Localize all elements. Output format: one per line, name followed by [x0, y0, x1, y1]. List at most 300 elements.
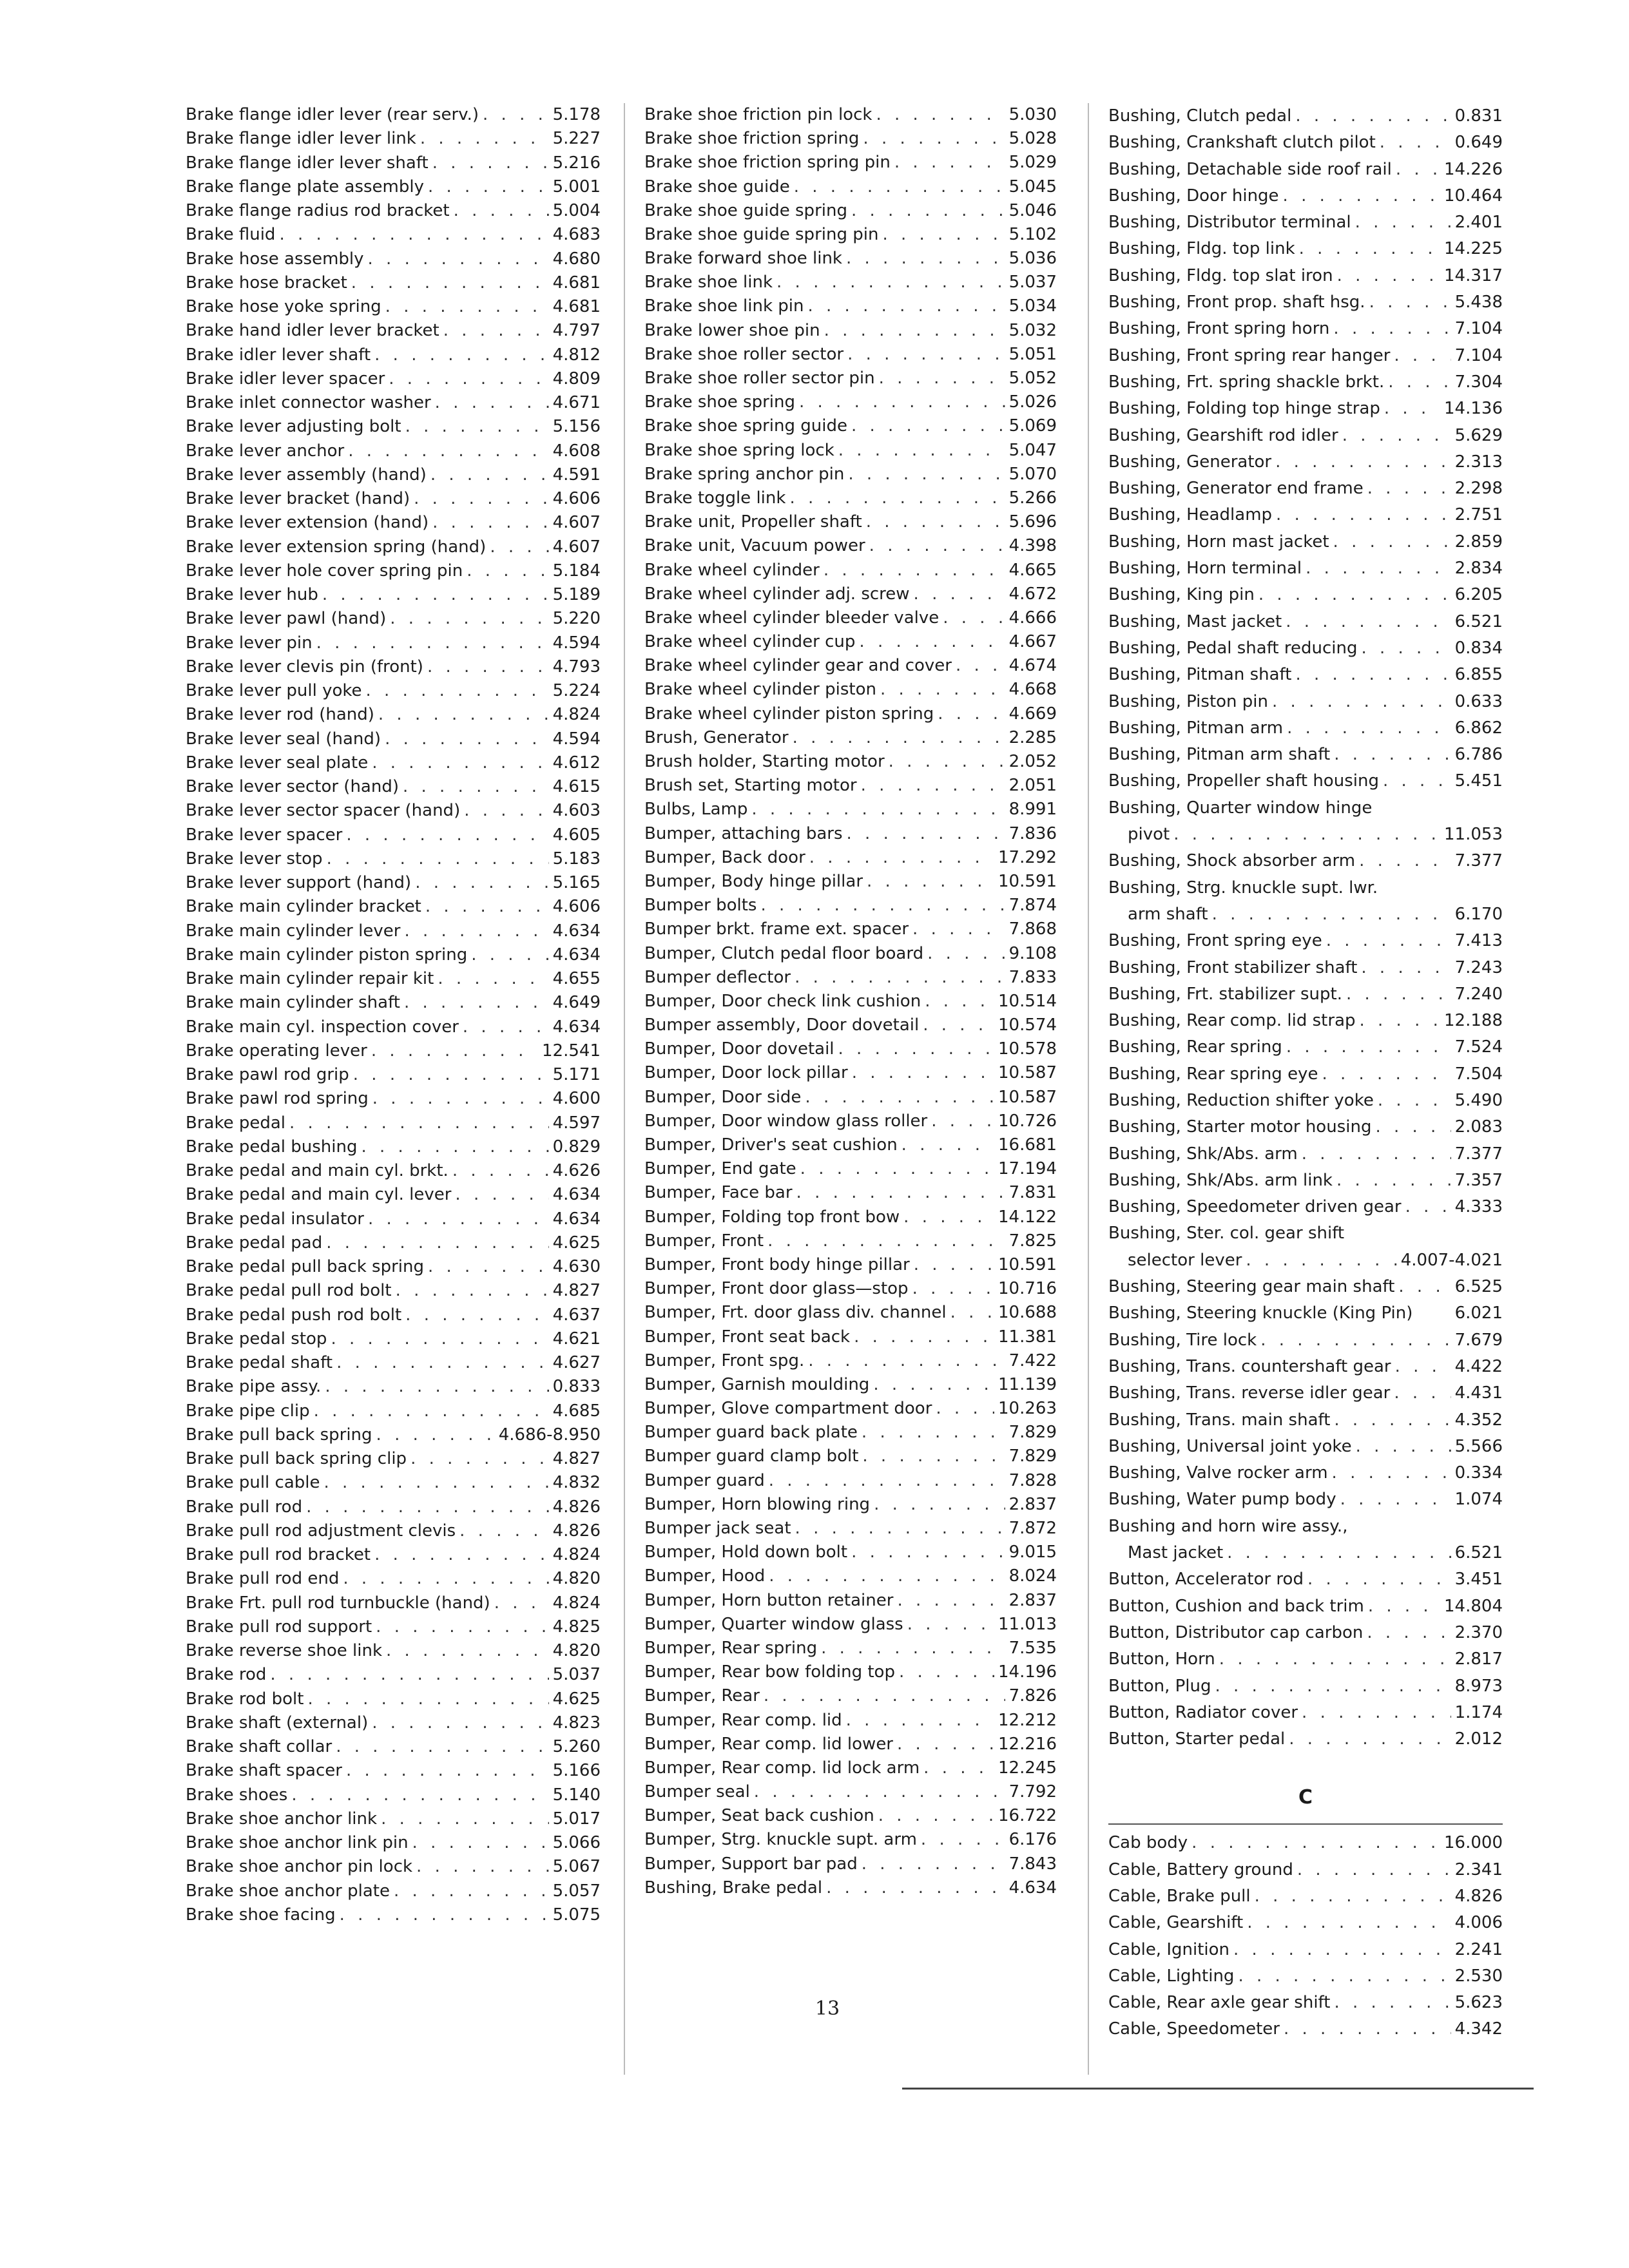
leader-dots — [882, 223, 1005, 247]
leader-dots — [1238, 1963, 1451, 1990]
index-entry — [186, 247, 601, 271]
leader-dots — [396, 1279, 549, 1303]
leader-dots — [1356, 1434, 1451, 1460]
leader-dots — [1394, 1380, 1451, 1407]
leader-dots — [1272, 689, 1451, 715]
index-entry — [644, 1852, 1057, 1876]
entry-part-number: 11.013 — [998, 1614, 1057, 1634]
entry-part-number: 4.006 — [1454, 1913, 1503, 1933]
leader-dots — [903, 1206, 994, 1229]
leader-dots — [873, 1373, 994, 1397]
index-entry — [1108, 289, 1503, 316]
index-entry — [186, 1879, 601, 1903]
entry-part-number: 4.342 — [1454, 2019, 1503, 2039]
index-entry — [1108, 795, 1503, 822]
index-entry — [186, 1783, 601, 1807]
index-entry — [644, 1037, 1057, 1061]
entry-part-number: 5.034 — [1008, 296, 1057, 316]
entry-name: pivot — [1128, 825, 1170, 845]
leader-dots — [1368, 1593, 1440, 1620]
entry-part-number: 5.032 — [1008, 320, 1057, 340]
index-entry — [644, 1469, 1057, 1493]
leader-dots — [483, 103, 549, 127]
index-entry — [644, 1157, 1057, 1181]
index-entry — [644, 1110, 1057, 1133]
index-entry — [644, 1349, 1057, 1373]
entry-part-number: 4.626 — [552, 1161, 601, 1180]
entry-name: Brake pedal pull back spring — [186, 1257, 424, 1276]
leader-dots — [1334, 1990, 1451, 2016]
leader-dots — [799, 390, 1005, 414]
index-entry — [186, 895, 601, 919]
entry-name: Bumper, Rear comp. lid lock arm — [644, 1758, 920, 1778]
leader-dots — [1359, 848, 1451, 874]
entry-part-number: 7.413 — [1454, 931, 1503, 951]
index-entry — [1108, 1910, 1503, 1936]
entry-part-number: 4.824 — [552, 1545, 601, 1564]
entry-name: Brake shoe anchor link pin — [186, 1833, 409, 1852]
entry-part-number: 4.665 — [1008, 560, 1057, 580]
leader-dots — [1394, 343, 1451, 369]
leader-dots — [420, 127, 549, 151]
index-entry — [1108, 103, 1503, 130]
leader-dots — [956, 654, 1005, 678]
entry-part-number: 7.872 — [1008, 1519, 1057, 1539]
index-entry — [186, 1759, 601, 1783]
leader-dots — [912, 1277, 994, 1301]
entry-name: Brake toggle link — [644, 488, 786, 508]
entry-part-number: 4.820 — [552, 1641, 601, 1660]
leader-dots — [894, 151, 1005, 175]
leader-dots — [1258, 582, 1451, 608]
index-entry — [186, 607, 601, 631]
entry-part-number: 10.587 — [998, 1063, 1057, 1083]
index-entry — [186, 799, 601, 823]
leader-dots — [847, 822, 1005, 846]
index-entry — [644, 1493, 1057, 1517]
entry-name: Brake wheel cylinder gear and cover — [644, 656, 952, 676]
leader-dots — [372, 1711, 548, 1735]
entry-part-number: 2.834 — [1454, 559, 1503, 579]
index-entry — [186, 991, 601, 1015]
entry-name: Brake inlet connector washer — [186, 393, 431, 412]
leader-dots — [859, 630, 1005, 654]
entry-name: Bushing, Front spring horn — [1108, 319, 1330, 339]
leader-dots — [351, 271, 549, 295]
entry-name: Brake pull rod adjustment clevis — [186, 1521, 456, 1541]
entry-part-number: 10.688 — [998, 1303, 1057, 1323]
entry-name: Bushing, Reduction shifter yoke — [1108, 1090, 1374, 1110]
leader-dots — [459, 1519, 548, 1543]
index-entry — [186, 127, 601, 151]
entry-name: Bumper guard back plate — [644, 1423, 858, 1443]
index-entry — [186, 943, 601, 967]
entry-part-number: 7.104 — [1454, 319, 1503, 339]
index-entry — [186, 1591, 601, 1615]
leader-dots — [1346, 981, 1451, 1008]
index-entry — [644, 1709, 1057, 1733]
index-entry — [186, 823, 601, 847]
entry-part-number: 7.792 — [1008, 1782, 1057, 1802]
index-entry — [186, 1399, 601, 1423]
leader-dots — [808, 1349, 1005, 1373]
index-entry — [186, 367, 601, 391]
leader-dots — [346, 1759, 549, 1783]
entry-name: Bumper, Support bar pad — [644, 1854, 858, 1874]
index-entry — [1108, 1857, 1503, 1883]
entry-part-number: 7.836 — [1008, 823, 1057, 843]
leader-dots — [325, 1375, 548, 1399]
leader-dots — [427, 655, 549, 679]
entry-name: Brake shoe spring — [644, 392, 795, 412]
entry-part-number: 14.196 — [998, 1662, 1057, 1682]
leader-dots — [322, 583, 549, 607]
entry-name: Bushing, Trans. main shaft — [1108, 1410, 1331, 1430]
entry-name: Bushing, Starter motor housing — [1108, 1117, 1372, 1137]
index-entry — [186, 271, 601, 295]
leader-dots — [760, 894, 1005, 918]
leader-dots — [432, 511, 548, 535]
entry-part-number: 5.030 — [1008, 104, 1057, 124]
leader-dots — [927, 942, 1005, 966]
leader-dots — [432, 151, 549, 175]
entry-part-number: 2.285 — [1008, 727, 1057, 747]
entry-part-number: 5.075 — [552, 1905, 601, 1925]
leader-dots — [1342, 423, 1451, 449]
leader-dots — [938, 702, 1005, 726]
entry-part-number: 5.696 — [1008, 512, 1057, 532]
entry-part-number: 7.240 — [1454, 984, 1503, 1004]
leader-dots — [289, 1111, 549, 1135]
leader-dots — [410, 1447, 549, 1471]
leader-dots — [824, 319, 1005, 343]
leader-dots — [1375, 1114, 1451, 1140]
entry-part-number: 2.751 — [1454, 505, 1503, 525]
entry-name: Bumper, Face bar — [644, 1183, 793, 1203]
entry-name: Brake pedal push rod bolt — [186, 1305, 402, 1325]
entry-part-number: 10.263 — [998, 1399, 1057, 1419]
entry-name: Brake lever pawl (hand) — [186, 609, 387, 629]
index-entry — [644, 510, 1057, 534]
entry-part-number: 4.680 — [552, 249, 601, 269]
index-entry — [186, 1351, 601, 1375]
leader-dots — [869, 534, 1005, 558]
index-entry — [1108, 476, 1503, 502]
entry-part-number: 4.637 — [552, 1305, 601, 1325]
entry-name: Bushing, King pin — [1108, 585, 1255, 605]
entry-part-number: 8.973 — [1454, 1676, 1503, 1696]
leader-dots — [796, 1181, 1005, 1205]
index-entry — [186, 967, 601, 991]
entry-name: Bumper, Strg. knuckle supt. arm — [644, 1830, 917, 1850]
index-entry — [644, 1229, 1057, 1253]
entry-name: Brake lever bracket (hand) — [186, 489, 410, 508]
index-entry — [644, 1780, 1057, 1804]
leader-dots — [438, 967, 548, 991]
entry-name: Bushing, Horn terminal — [1108, 559, 1302, 579]
leader-dots — [1326, 928, 1451, 954]
leader-dots — [1337, 263, 1440, 289]
index-entry — [1108, 1593, 1503, 1620]
entry-part-number: 6.170 — [1454, 904, 1503, 924]
entry-part-number: 5.189 — [552, 585, 601, 604]
entry-part-number: 6.862 — [1454, 718, 1503, 738]
index-entry — [644, 390, 1057, 414]
entry-name: Brake shaft collar — [186, 1737, 333, 1756]
entry-name: Button, Starter pedal — [1108, 1729, 1286, 1749]
entry-part-number: 5.051 — [1008, 344, 1057, 364]
entry-name: Bushing, Pedal shaft reducing — [1108, 638, 1358, 658]
entry-name: Bushing, Speedometer driven gear — [1108, 1197, 1402, 1217]
entry-name: Cable, Battery ground — [1108, 1860, 1293, 1879]
leader-dots — [443, 319, 549, 343]
entry-part-number: 2.370 — [1454, 1622, 1503, 1642]
entry-part-number: 4.823 — [552, 1713, 601, 1733]
leader-dots — [403, 775, 549, 799]
index-entry — [1108, 1141, 1503, 1168]
entry-name: Brake main cylinder lever — [186, 921, 401, 941]
leader-dots — [851, 1541, 1005, 1564]
index-entry — [1108, 1620, 1503, 1646]
index-entry — [1108, 2016, 1503, 2042]
entry-name: Brake flange plate assembly — [186, 177, 424, 197]
entry-name: Cab body — [1108, 1833, 1188, 1853]
index-entry — [1108, 1168, 1503, 1194]
index-entry — [644, 486, 1057, 510]
index-entry — [186, 1183, 601, 1207]
index-entry — [186, 1135, 601, 1159]
leader-dots — [372, 751, 548, 775]
index-entry — [1108, 209, 1503, 236]
entry-part-number: 5.036 — [1008, 249, 1057, 269]
leader-dots — [1297, 1857, 1451, 1883]
entry-part-number: 7.831 — [1008, 1183, 1057, 1203]
entry-part-number: 4.621 — [552, 1329, 601, 1349]
entry-name: Brake pull cable — [186, 1473, 320, 1493]
entry-part-number: 5.037 — [552, 1665, 601, 1685]
leader-dots — [343, 1567, 548, 1591]
column-divider-left — [624, 103, 625, 2075]
entry-part-number: 10.591 — [998, 1254, 1057, 1274]
leader-dots — [1287, 715, 1451, 742]
index-entry — [186, 1375, 601, 1399]
index-entry — [186, 871, 601, 895]
entry-part-number: 4.649 — [552, 993, 601, 1013]
entry-part-number: 4.603 — [552, 801, 601, 821]
leader-dots — [324, 1471, 549, 1495]
leader-dots — [1378, 1088, 1451, 1114]
index-entry — [186, 1327, 601, 1351]
entry-part-number: 4.597 — [552, 1113, 601, 1133]
leader-dots — [1302, 1700, 1451, 1726]
entry-name: Bushing, Steering gear main shaft — [1108, 1277, 1395, 1297]
entry-name: Brake pull rod bracket — [186, 1545, 371, 1564]
entry-part-number: 4.352 — [1454, 1410, 1503, 1430]
entry-name: Bushing, Front stabilizer shaft — [1108, 957, 1358, 977]
entry-name: Brake pull rod end — [186, 1569, 340, 1589]
leader-dots — [1212, 901, 1451, 928]
leader-dots — [404, 991, 549, 1015]
entry-part-number: 7.825 — [1008, 1231, 1057, 1251]
leader-dots — [824, 559, 1005, 582]
leader-dots — [1367, 1620, 1451, 1646]
entry-part-number: 4.668 — [1008, 680, 1057, 700]
entry-part-number: 5.166 — [552, 1761, 601, 1781]
leader-dots — [340, 1903, 549, 1927]
entry-name: Button, Radiator cover — [1108, 1702, 1298, 1722]
entry-name: Bumper, Clutch pedal floor board — [644, 943, 924, 963]
index-entry — [644, 1733, 1057, 1756]
leader-dots — [376, 1615, 548, 1639]
entry-name: Brake rod bolt — [186, 1689, 304, 1709]
leader-dots — [412, 1831, 549, 1855]
entry-name: Bumper, Door window glass roller — [644, 1111, 928, 1131]
entry-name: Cable, Rear axle gear shift — [1108, 1993, 1331, 2013]
leader-dots — [1334, 1407, 1451, 1434]
index-entry — [644, 654, 1057, 678]
entry-part-number: 4.674 — [1008, 656, 1057, 676]
entry-part-number: 4.625 — [552, 1689, 601, 1709]
entry-name: Brake pedal bushing — [186, 1137, 358, 1157]
leader-dots — [385, 727, 549, 751]
entry-part-number: 12.188 — [1444, 1011, 1503, 1031]
entry-name: Bushing, Shk/Abs. arm link — [1108, 1170, 1333, 1190]
leader-dots — [923, 1756, 994, 1780]
entry-name: Brake shoe facing — [186, 1905, 336, 1925]
index-entry — [644, 990, 1057, 1014]
page-number: 13 — [815, 1997, 840, 2020]
leader-dots — [307, 1687, 548, 1711]
entry-name: Brake flange idler lever (rear serv.) — [186, 105, 479, 124]
leader-dots — [1332, 1460, 1451, 1486]
entry-part-number: 5.052 — [1008, 369, 1057, 389]
entry-part-number: 0.649 — [1454, 133, 1503, 153]
entry-name: Brake operating lever — [186, 1041, 367, 1061]
entry-part-number: 4.625 — [552, 1233, 601, 1253]
entry-name: Brake lever hub — [186, 585, 318, 604]
entry-name: Bushing, Generator — [1108, 452, 1272, 472]
entry-part-number: 5.156 — [552, 417, 601, 437]
index-entry — [644, 1445, 1057, 1469]
leader-dots — [1340, 1486, 1451, 1513]
entry-name: Brake lever assembly (hand) — [186, 465, 427, 485]
index-entry — [644, 1397, 1057, 1421]
leader-dots — [374, 1543, 548, 1567]
entry-name: Brake lever adjusting bolt — [186, 417, 401, 437]
entry-name: Bumper, Back door — [644, 847, 805, 867]
entry-part-number: 4.634 — [552, 1209, 601, 1229]
entry-part-number: 14.226 — [1444, 159, 1503, 179]
leader-dots — [270, 1663, 548, 1687]
index-entry — [644, 1301, 1057, 1325]
index-entry — [1108, 1937, 1503, 1963]
entry-name: Brake pawl rod spring — [186, 1089, 369, 1109]
entry-part-number: 4.826 — [1454, 1887, 1503, 1906]
entry-name: Bushing, Headlamp — [1108, 505, 1273, 525]
entry-part-number: 2.313 — [1454, 452, 1503, 472]
entry-part-number: 7.422 — [1008, 1350, 1057, 1370]
index-entry — [186, 1807, 601, 1831]
leader-dots — [879, 367, 1005, 390]
index-entry — [644, 1564, 1057, 1588]
entry-name: Bumper, Hold down bolt — [644, 1542, 848, 1562]
leader-dots — [826, 1876, 1005, 1900]
entry-name: Bushing, Strg. knuckle supt. lwr. — [1108, 878, 1378, 898]
index-entry — [1108, 1990, 1503, 2016]
leader-dots — [435, 391, 549, 415]
entry-part-number: 14.317 — [1444, 265, 1503, 285]
entry-name: Brake shoe spring guide — [644, 416, 847, 436]
index-entry — [186, 1039, 601, 1063]
entry-name: Brake pedal pull rod bolt — [186, 1281, 392, 1301]
index-entry — [644, 1062, 1057, 1086]
index-entry — [186, 1423, 601, 1447]
entry-part-number: 5.184 — [552, 561, 601, 581]
index-entry — [186, 343, 601, 367]
entry-name: Bumper, Front door glass—stop — [644, 1279, 909, 1299]
index-entry — [1108, 1830, 1503, 1856]
index-entry — [644, 966, 1057, 990]
footer-rule — [902, 2088, 1534, 2090]
leader-dots — [897, 1589, 1005, 1613]
leader-dots — [1361, 635, 1451, 662]
index-entry — [186, 439, 601, 463]
index-entry — [644, 822, 1057, 846]
entry-part-number: 5.165 — [552, 873, 601, 892]
entry-name: Brake shoe friction pin lock — [644, 104, 872, 124]
entry-name: Brake lever seal (hand) — [186, 729, 381, 749]
entry-name: Brake flange idler lever link — [186, 129, 416, 149]
entry-part-number: 4.681 — [552, 297, 601, 316]
index-entry — [644, 630, 1057, 654]
entry-part-number: 14.136 — [1444, 399, 1503, 419]
index-entry — [1108, 1034, 1503, 1061]
entry-name: Brake main cyl. inspection cover — [186, 1017, 459, 1037]
entry-part-number: 4.824 — [552, 705, 601, 725]
entry-part-number: 3.451 — [1454, 1570, 1503, 1590]
entry-name: Bushing, Fldg. top link — [1108, 239, 1295, 259]
index-entry — [644, 750, 1057, 774]
index-entry — [644, 151, 1057, 175]
index-entry — [186, 1567, 601, 1591]
entry-name: Brake unit, Propeller shaft — [644, 512, 862, 532]
leader-dots — [1233, 1937, 1451, 1963]
entry-name: Brake pipe assy. — [186, 1377, 322, 1397]
leader-dots — [847, 343, 1005, 367]
entry-name: Bushing, Clutch pedal — [1108, 106, 1292, 126]
entry-part-number: 7.833 — [1008, 967, 1057, 987]
entry-part-number: 5.069 — [1008, 416, 1057, 436]
index-entry — [1108, 848, 1503, 874]
index-entry — [186, 1255, 601, 1279]
leader-dots — [405, 415, 549, 439]
index-entry — [1108, 423, 1503, 449]
index-entry — [1108, 1726, 1503, 1753]
index-entry — [1108, 1300, 1503, 1327]
entry-name: Bushing, Valve rocker arm — [1108, 1463, 1328, 1483]
entry-part-number: 4.824 — [552, 1593, 601, 1613]
entry-name: Brake pedal stop — [186, 1329, 327, 1349]
entry-name: Brake pedal and main cyl. brkt. — [186, 1161, 448, 1180]
entry-name: Bushing, Pitman arm — [1108, 718, 1284, 738]
entry-name: Brake pull back spring — [186, 1425, 372, 1445]
index-entry — [1108, 1354, 1503, 1380]
leader-dots — [901, 1133, 994, 1157]
entry-part-number: 5.070 — [1008, 464, 1057, 484]
leader-dots — [414, 487, 548, 511]
entry-name: Bumper, Door lock pillar — [644, 1063, 848, 1083]
entry-name: Brake shoe friction spring pin — [644, 153, 891, 173]
